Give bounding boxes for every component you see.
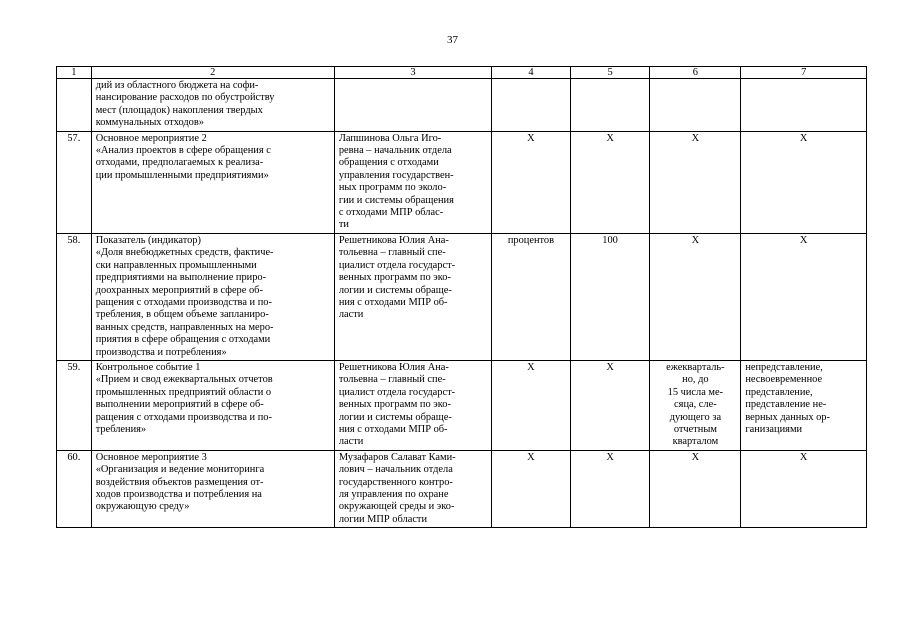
measure-text-line: Контрольное событие 1	[95, 361, 201, 373]
deadline-cell	[650, 131, 741, 233]
responsible-text-line: государственного контро-	[338, 476, 453, 488]
consequence-cell	[741, 450, 867, 527]
unit-cell: процентов	[492, 233, 571, 360]
measure-text-line: производства и потребления»	[95, 346, 227, 358]
measure-text-line: дий из областного бюджета на софи-	[95, 80, 259, 91]
consequence-text-line: представление не-	[745, 399, 827, 411]
deadline-text-line: кварталом	[672, 436, 719, 448]
consequence-text-line: непредставление,	[745, 361, 823, 373]
deadline-text-line: ежекварталь-	[666, 361, 725, 373]
responsible-text-line: тольевна – главный спе-	[338, 247, 446, 259]
responsible-text-line: ревна – начальник отдела	[338, 145, 452, 157]
responsible-text-line: Решетникова Юлия Ана-	[338, 234, 449, 246]
responsible-text-line: циалист отдела государст-	[338, 259, 456, 271]
measure-text-line: «Прием и свод ежеквартальных отчетов	[95, 374, 273, 386]
responsible-text-line: ния с отходами МПР об-	[338, 423, 448, 435]
responsible-text-line: ля управления по охране	[338, 489, 449, 500]
responsible-text-line: ласти	[338, 436, 364, 448]
row-number: 58.	[57, 233, 92, 360]
deadline-text-line: Х	[691, 451, 700, 463]
measure-cell	[91, 360, 334, 450]
consequence-cell	[741, 79, 867, 132]
responsible-text-line: логии и системы обраще-	[338, 411, 452, 423]
measure-text-line: выполнении мероприятий в сфере об-	[95, 399, 264, 411]
page-number: 37	[447, 34, 458, 46]
responsible-text-line: логии МПР области	[338, 513, 428, 525]
measure-cell	[91, 233, 334, 360]
value-cell: Х	[570, 131, 650, 233]
column-number-row	[57, 67, 867, 79]
measure-text-line: «Организация и ведение мониторинга	[95, 464, 265, 476]
consequence-text-line: представление,	[745, 386, 813, 398]
responsible-cell	[334, 131, 491, 233]
deadline-cell	[650, 450, 741, 527]
measure-text-line: мест (площадок) накопления твердых	[95, 104, 263, 116]
deadline-text-line: сяца, сле-	[674, 399, 717, 411]
measure-text-line: требления, в общем объеме запланиро-	[95, 309, 269, 321]
responsible-text-line: Решетникова Юлия Ана-	[338, 361, 449, 373]
responsible-text-line: венных программ по эко-	[338, 272, 451, 284]
measure-text-line: требления»	[95, 423, 147, 435]
measure-text-line: «Анализ проектов в сфере обращения с	[95, 145, 271, 157]
column-header: 7	[741, 67, 867, 79]
consequence-text-line: Х	[799, 132, 808, 144]
deadline-text-line: Х	[691, 132, 700, 144]
measure-text-line: ходов производства и потребления на	[95, 489, 262, 500]
row-number	[57, 79, 92, 132]
consequence-text-line: Х	[799, 234, 808, 246]
measure-cell	[91, 79, 334, 132]
column-header: 4	[492, 67, 571, 79]
responsible-text-line: тольевна – главный спе-	[338, 374, 446, 386]
measure-text-line: доохранных мероприятий в сфере об-	[95, 284, 263, 296]
deadline-cell	[650, 79, 741, 132]
responsible-text-line: ния с отходами МПР об-	[338, 296, 448, 308]
responsible-text-line: ных программ по эколо-	[338, 182, 447, 194]
measure-text-line: ции промышленными предприятиями»	[95, 169, 269, 181]
responsible-text-line: венных программ по эко-	[338, 399, 451, 411]
column-header: 1	[57, 67, 92, 79]
table-row	[57, 450, 867, 527]
responsible-text-line: окружающей среды и эко-	[338, 501, 455, 513]
deadline-text-line: Х	[691, 234, 700, 246]
deadline-text-line: отчетным	[673, 423, 717, 435]
row-number: 60.	[57, 450, 92, 527]
responsible-text-line: гии и системы обращения	[338, 194, 454, 206]
value-cell	[570, 79, 650, 132]
unit-cell	[492, 79, 571, 132]
table-row	[57, 233, 867, 360]
measure-text-line: ращения с отходами производства и по-	[95, 296, 272, 308]
responsible-text-line: логии и системы обраще-	[338, 284, 452, 296]
consequence-text-line: ганизациями	[745, 423, 803, 435]
consequence-text-line: несвоевременное	[745, 374, 823, 386]
responsible-text-line: управления государствен-	[338, 169, 454, 181]
plan-table	[56, 66, 867, 528]
deadline-cell	[650, 233, 741, 360]
measure-text-line: ращения с отходами производства и по-	[95, 411, 272, 423]
responsible-text-line: циалист отдела государст-	[338, 386, 456, 398]
responsible-text-line: с отходами МПР облас-	[338, 207, 444, 219]
measure-text-line: «Доля внебюджетных средств, фактиче-	[95, 247, 274, 259]
measure-text-line: предприятиями на выполнение приро-	[95, 272, 267, 284]
responsible-cell	[334, 450, 491, 527]
responsible-cell	[334, 360, 491, 450]
measure-text-line: приятия в сфере обращения с отходами	[95, 334, 271, 346]
column-header: 5	[570, 67, 650, 79]
measure-text-line: отходами, предполагаемых к реализа-	[95, 157, 264, 169]
responsible-text-line: лович – начальник отдела	[338, 464, 453, 476]
measure-text-line: нансирование расходов по обустройству	[95, 92, 275, 104]
consequence-text-line: верных данных ор-	[745, 411, 830, 423]
column-header: 2	[91, 67, 334, 79]
unit-cell: Х	[492, 131, 571, 233]
responsible-cell	[334, 233, 491, 360]
consequence-cell	[741, 131, 867, 233]
measure-cell	[91, 131, 334, 233]
value-cell: 100	[570, 233, 650, 360]
measure-text-line: воздействия объектов размещения от-	[95, 476, 264, 488]
measure-cell	[91, 450, 334, 527]
value-cell: Х	[570, 450, 650, 527]
responsible-text-line: Музафаров Салават Ками-	[338, 451, 456, 463]
consequence-text-line: Х	[799, 451, 808, 463]
deadline-text-line: 15 числа ме-	[667, 386, 724, 398]
deadline-text-line: но, до	[682, 374, 709, 386]
measure-text-line: окружающую среду»	[95, 501, 190, 513]
table-row	[57, 79, 867, 132]
column-header: 3	[334, 67, 491, 79]
value-cell: Х	[570, 360, 650, 450]
measure-text-line: ванных средств, направленных на меро-	[95, 321, 274, 333]
responsible-text-line: ти	[338, 219, 349, 231]
table-row	[57, 360, 867, 450]
measure-text-line: коммунальных отходов»	[95, 117, 204, 129]
deadline-text-line: дующего за	[669, 411, 722, 423]
unit-cell: Х	[492, 450, 571, 527]
deadline-cell	[650, 360, 741, 450]
measure-text-line: промышленных предприятий области о	[95, 386, 272, 398]
responsible-text-line: ласти	[338, 309, 364, 321]
row-number: 57.	[57, 131, 92, 233]
measure-text-line: ски направленных промышленными	[95, 259, 257, 271]
measure-text-line: Основное мероприятие 3	[95, 451, 207, 463]
column-header: 6	[650, 67, 741, 79]
responsible-text-line: обращения с отходами	[338, 157, 439, 169]
table-row	[57, 131, 867, 233]
consequence-cell	[741, 360, 867, 450]
unit-cell: Х	[492, 360, 571, 450]
row-number: 59.	[57, 360, 92, 450]
responsible-cell	[334, 79, 491, 132]
consequence-cell	[741, 233, 867, 360]
measure-text-line: Показатель (индикатор)	[95, 234, 201, 246]
responsible-text-line: Лапшинова Ольга Иго-	[338, 132, 442, 144]
measure-text-line: Основное мероприятие 2	[95, 132, 207, 144]
